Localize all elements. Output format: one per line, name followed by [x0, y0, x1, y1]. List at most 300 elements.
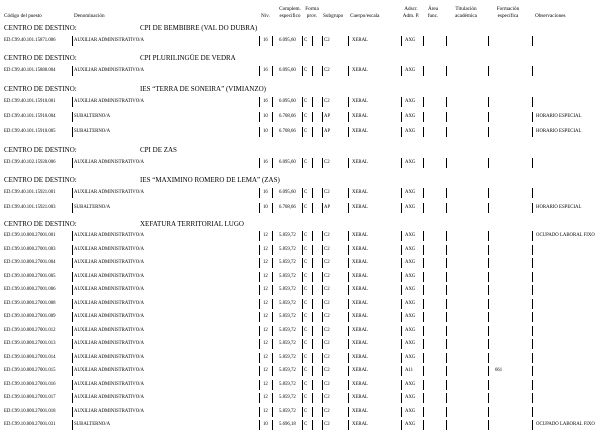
column-divider [302, 203, 303, 213]
column-divider [72, 380, 73, 390]
column-divider [302, 393, 303, 403]
header-titulacion-2: académica [455, 13, 477, 19]
codigo-cell: ED.C99.10.000.27001.013 [4, 341, 56, 346]
column-divider [259, 299, 260, 309]
column-divider [488, 366, 489, 376]
column-divider [259, 353, 260, 363]
cuerpo-cell: XERAL [352, 260, 368, 265]
table-row [0, 245, 615, 255]
column-divider [532, 353, 533, 363]
column-divider [302, 380, 303, 390]
table-row [0, 285, 615, 295]
nivel-cell: 10 [263, 114, 268, 119]
column-divider [488, 112, 489, 122]
column-divider [423, 203, 424, 213]
subgrupo-cell: C2 [324, 314, 330, 319]
table-row [0, 203, 615, 213]
complem-cell: 6.095,60 [279, 38, 296, 43]
forma-cell: C [304, 341, 308, 346]
column-divider [272, 312, 273, 322]
denominacion-cell: SUBALTERNO/A [74, 205, 111, 210]
complem-cell: 6.708,66 [279, 129, 296, 134]
column-divider [446, 66, 447, 76]
codigo-cell: ED.C99.10.000.27001.001 [4, 233, 56, 238]
column-divider [423, 366, 424, 376]
table-row [0, 393, 615, 403]
forma-cell: C [304, 260, 308, 265]
denominacion-cell: SUBALTERNO/A [74, 114, 111, 119]
column-divider [302, 66, 303, 76]
column-divider [532, 326, 533, 336]
column-divider [423, 158, 424, 168]
codigo-cell: ED.C99.10.000.27001.009 [4, 314, 56, 319]
column-divider [302, 158, 303, 168]
column-divider [312, 285, 313, 295]
column-divider [322, 158, 323, 168]
header-complem-1: Complem. [279, 6, 301, 12]
nivel-cell: 12 [263, 300, 268, 306]
codigo-cell: ED.C99.40.101.15910.005 [4, 129, 56, 134]
column-divider [272, 112, 273, 122]
column-divider [322, 203, 323, 213]
column-divider [488, 312, 489, 322]
column-divider [272, 97, 273, 107]
column-divider [312, 66, 313, 76]
nivel-cell: 12 [263, 381, 268, 387]
column-divider [312, 312, 313, 322]
column-divider [312, 188, 313, 198]
column-divider [446, 285, 447, 295]
codigo-cell: ED.C99.10.000.27001.015 [4, 368, 56, 373]
column-divider [401, 66, 402, 76]
header-subgrupo: Subgrupo [323, 13, 344, 19]
column-divider [423, 127, 424, 137]
column-divider [312, 380, 313, 390]
codigo-cell: ED.C99.10.000.27001.012 [4, 327, 56, 333]
forma-cell: C [304, 354, 308, 360]
forma-cell: C [304, 233, 308, 238]
column-divider [488, 36, 489, 46]
column-divider [423, 353, 424, 363]
column-divider [272, 299, 273, 309]
table-row [0, 188, 615, 198]
header-cuerpo: Cuerpo/escala [350, 13, 380, 19]
table-row [0, 36, 615, 46]
column-divider [488, 353, 489, 363]
adscr-cell: AXG [405, 327, 416, 333]
column-divider [423, 339, 424, 349]
header-adscr-2: Adm. P. [402, 13, 420, 19]
adscr-cell: AXG [405, 287, 416, 292]
column-divider [259, 66, 260, 76]
section-name: CPI PLURILINGÜE DE VEDRA [140, 54, 236, 62]
column-divider [532, 380, 533, 390]
column-divider [312, 393, 313, 403]
table-row [0, 420, 615, 430]
column-divider [532, 188, 533, 198]
table-row [0, 272, 615, 282]
column-divider [401, 312, 402, 322]
column-divider [401, 366, 402, 376]
section-label: CENTRO DE DESTINO: [4, 85, 77, 93]
column-divider [322, 420, 323, 430]
nivel-cell: 12 [263, 287, 268, 292]
header-area-1: Área [427, 6, 439, 12]
complem-cell: 6.095,60 [279, 68, 296, 73]
forma-cell: C [304, 129, 308, 134]
header-codigo: Código del puesto [4, 13, 42, 19]
column-divider [488, 299, 489, 309]
denominacion-cell: AUXILIAR ADMINISTRATIVO/A [74, 190, 144, 195]
observaciones-cell: OCUPADO LABORAL FIXO [536, 233, 595, 238]
table-row [0, 366, 615, 376]
subgrupo-cell: C2 [324, 273, 330, 279]
column-divider [312, 326, 313, 336]
column-divider [322, 393, 323, 403]
table-row [0, 112, 615, 122]
denominacion-cell: AUXILIAR ADMINISTRATIVO/A [74, 287, 144, 292]
column-divider [72, 112, 73, 122]
column-divider [312, 353, 313, 363]
complem-cell: 5.859,72 [279, 260, 296, 265]
column-divider [423, 66, 424, 76]
codigo-cell: ED.C99.10.000.27001.016 [4, 381, 56, 387]
table-row [0, 299, 615, 309]
column-divider [532, 258, 533, 268]
column-divider [348, 366, 349, 376]
column-divider [348, 299, 349, 309]
column-divider [322, 258, 323, 268]
subgrupo-cell: AP [324, 129, 331, 134]
column-divider [446, 127, 447, 137]
observaciones-cell: HORARIO ESPECIAL [536, 129, 582, 134]
cuerpo-cell: XERAL [352, 160, 368, 165]
column-divider [312, 339, 313, 349]
column-divider [348, 380, 349, 390]
adscr-cell: AXG [405, 38, 416, 43]
column-divider [348, 353, 349, 363]
nivel-cell: 10 [263, 129, 268, 134]
column-divider [446, 407, 447, 417]
denominacion-cell: AUXILIAR ADMINISTRATIVO/A [74, 341, 144, 346]
column-divider [488, 231, 489, 241]
denominacion-cell: AUXILIAR ADMINISTRATIVO/A [74, 38, 144, 43]
observaciones-cell: OCUPADO LABORAL FIXO [536, 422, 595, 427]
column-divider [302, 353, 303, 363]
subgrupo-cell: AP [324, 114, 331, 119]
table-row [0, 312, 615, 322]
nivel-cell: 16 [263, 68, 268, 73]
column-divider [348, 188, 349, 198]
column-divider [446, 272, 447, 282]
column-divider [272, 326, 273, 336]
column-divider [401, 188, 402, 198]
column-divider [423, 188, 424, 198]
column-divider [488, 285, 489, 295]
column-divider [423, 299, 424, 309]
column-divider [312, 420, 313, 430]
column-divider [72, 312, 73, 322]
column-divider [446, 36, 447, 46]
column-divider [302, 366, 303, 376]
complem-cell: 5.859,72 [279, 233, 296, 238]
column-divider [322, 299, 323, 309]
column-divider [272, 380, 273, 390]
column-divider [259, 312, 260, 322]
forma-cell: C [304, 422, 308, 427]
column-divider [423, 258, 424, 268]
column-divider [401, 158, 402, 168]
codigo-cell: ED.C99.40.102.15920.006 [4, 160, 56, 165]
column-divider [72, 97, 73, 107]
column-divider [488, 326, 489, 336]
codigo-cell: ED.C99.10.000.27001.003 [4, 246, 56, 252]
column-divider [302, 188, 303, 198]
nivel-cell: 12 [263, 273, 268, 279]
column-divider [401, 299, 402, 309]
column-divider [423, 407, 424, 417]
column-divider [312, 158, 313, 168]
forma-cell: C [304, 68, 308, 73]
column-divider [272, 158, 273, 168]
column-divider [532, 112, 533, 122]
column-divider [446, 299, 447, 309]
nivel-cell: 16 [263, 190, 268, 195]
table-row [0, 158, 615, 168]
complem-cell: 6.708,66 [279, 114, 296, 119]
column-divider [259, 36, 260, 46]
column-divider [272, 272, 273, 282]
forma-cell: C [304, 381, 308, 387]
column-divider [446, 158, 447, 168]
column-divider [401, 127, 402, 137]
column-divider [532, 339, 533, 349]
header-complem-2: específico [279, 13, 301, 19]
column-divider [401, 393, 402, 403]
nivel-cell: 12 [263, 327, 268, 333]
column-divider [423, 97, 424, 107]
column-divider [446, 231, 447, 241]
column-divider [322, 231, 323, 241]
column-divider [322, 97, 323, 107]
adscr-cell: AXG [405, 114, 416, 119]
denominacion-cell: AUXILIAR ADMINISTRATIVO/A [74, 395, 144, 400]
table-row [0, 339, 615, 349]
nivel-cell: 10 [263, 205, 268, 210]
cuerpo-cell: XERAL [352, 354, 368, 360]
column-divider [423, 285, 424, 295]
column-divider [322, 326, 323, 336]
column-divider [446, 420, 447, 430]
table-row [0, 231, 615, 241]
codigo-cell: ED.C99.40.101.15871.006 [4, 38, 56, 43]
column-divider [302, 36, 303, 46]
column-divider [272, 420, 273, 430]
denominacion-cell: AUXILIAR ADMINISTRATIVO/A [74, 354, 144, 360]
column-divider [532, 97, 533, 107]
cuerpo-cell: XERAL [352, 327, 368, 333]
complem-cell: 6.095,60 [279, 160, 296, 165]
observaciones-cell: HORARIO ESPECIAL [536, 114, 582, 119]
column-divider [322, 112, 323, 122]
column-divider [72, 407, 73, 417]
column-divider [348, 272, 349, 282]
column-divider [488, 66, 489, 76]
adscr-cell: AXG [405, 314, 416, 319]
column-divider [488, 380, 489, 390]
column-divider [322, 188, 323, 198]
forma-cell: C [304, 408, 308, 414]
section-label: CENTRO DE DESTINO: [4, 176, 77, 184]
column-divider [348, 339, 349, 349]
column-divider [272, 245, 273, 255]
column-divider [401, 285, 402, 295]
column-divider [259, 127, 260, 137]
column-divider [259, 393, 260, 403]
forma-cell: C [304, 327, 308, 333]
column-divider [446, 353, 447, 363]
column-divider [259, 203, 260, 213]
complem-cell: 5.859,72 [279, 408, 296, 414]
column-divider [72, 353, 73, 363]
forma-cell: C [304, 300, 308, 306]
forma-cell: C [304, 287, 308, 292]
subgrupo-cell: C2 [324, 422, 330, 427]
adscr-cell: AXG [405, 408, 416, 414]
column-divider [532, 158, 533, 168]
cuerpo-cell: XERAL [352, 38, 368, 43]
subgrupo-cell: C2 [324, 68, 330, 73]
adscr-cell: AXG [405, 129, 416, 134]
column-divider [312, 258, 313, 268]
column-divider [259, 97, 260, 107]
column-divider [72, 188, 73, 198]
column-divider [72, 299, 73, 309]
codigo-cell: ED.C99.10.000.27001.014 [4, 354, 56, 360]
subgrupo-cell: C2 [324, 38, 330, 43]
column-divider [488, 245, 489, 255]
column-divider [259, 231, 260, 241]
column-divider [401, 339, 402, 349]
column-divider [401, 407, 402, 417]
column-divider [272, 407, 273, 417]
column-divider [272, 258, 273, 268]
column-divider [488, 127, 489, 137]
denominacion-cell: AUXILIAR ADMINISTRATIVO/A [74, 381, 144, 387]
column-divider [312, 203, 313, 213]
subgrupo-cell: C2 [324, 190, 330, 195]
column-divider [348, 407, 349, 417]
table-row [0, 407, 615, 417]
subgrupo-cell: AP [324, 205, 331, 210]
column-divider [272, 127, 273, 137]
column-divider [272, 339, 273, 349]
forma-cell: C [304, 273, 308, 279]
denominacion-cell: AUXILIAR ADMINISTRATIVO/A [74, 368, 144, 373]
cuerpo-cell: XERAL [352, 287, 368, 292]
nivel-cell: 16 [263, 38, 268, 43]
subgrupo-cell: C2 [324, 99, 330, 104]
subgrupo-cell: C2 [324, 260, 330, 265]
adscr-cell: AXG [405, 68, 416, 73]
header-nivel: Niv. [261, 13, 270, 19]
cuerpo-cell: XERAL [352, 422, 368, 427]
column-divider [72, 326, 73, 336]
column-divider [488, 407, 489, 417]
column-divider [302, 312, 303, 322]
column-divider [348, 127, 349, 137]
complem-cell: 6.095,60 [279, 99, 296, 104]
section-name: CPI DE ZAS [140, 146, 177, 154]
column-divider [446, 326, 447, 336]
column-divider [259, 258, 260, 268]
header-forma-2: prov. [306, 13, 318, 19]
column-divider [72, 258, 73, 268]
column-divider [348, 312, 349, 322]
column-divider [259, 420, 260, 430]
nivel-cell: 10 [263, 422, 268, 427]
column-divider [532, 272, 533, 282]
denominacion-cell: AUXILIAR ADMINISTRATIVO/A [74, 233, 144, 238]
column-divider [312, 97, 313, 107]
column-divider [423, 272, 424, 282]
subgrupo-cell: C2 [324, 381, 330, 387]
column-divider [423, 393, 424, 403]
denominacion-cell: AUXILIAR ADMINISTRATIVO/A [74, 99, 144, 104]
column-divider [446, 245, 447, 255]
denominacion-cell: AUXILIAR ADMINISTRATIVO/A [74, 314, 144, 319]
table-row [0, 258, 615, 268]
column-divider [446, 339, 447, 349]
section-name: IES “MAXIMINO ROMERO DE LEMA” (ZAS) [140, 176, 280, 184]
adscr-cell: AXG [405, 160, 416, 165]
column-divider [401, 258, 402, 268]
column-divider [302, 272, 303, 282]
complem-cell: 5.859,72 [279, 287, 296, 292]
column-divider [272, 66, 273, 76]
adscr-cell: A11 [405, 368, 414, 373]
subgrupo-cell: C2 [324, 395, 330, 400]
complem-cell: 5.859,72 [279, 381, 296, 387]
column-divider [532, 66, 533, 76]
column-divider [302, 127, 303, 137]
column-divider [423, 245, 424, 255]
column-divider [423, 112, 424, 122]
column-divider [401, 231, 402, 241]
section-label: CENTRO DE DESTINO: [4, 24, 77, 32]
column-divider [72, 203, 73, 213]
forma-cell: C [304, 246, 308, 252]
column-divider [302, 231, 303, 241]
column-divider [348, 112, 349, 122]
adscr-cell: AXG [405, 395, 416, 400]
section-label: CENTRO DE DESTINO: [4, 146, 77, 154]
column-divider [401, 380, 402, 390]
column-divider [259, 285, 260, 295]
complem-cell: 5.859,72 [279, 395, 296, 400]
column-divider [488, 97, 489, 107]
column-divider [259, 380, 260, 390]
column-divider [348, 326, 349, 336]
forma-cell: C [304, 368, 308, 373]
column-divider [348, 285, 349, 295]
subgrupo-cell: C2 [324, 368, 330, 373]
section-label: CENTRO DE DESTINO: [4, 220, 77, 228]
cuerpo-cell: XERAL [352, 368, 368, 373]
forma-cell: C [304, 314, 308, 319]
column-divider [302, 258, 303, 268]
column-divider [72, 285, 73, 295]
